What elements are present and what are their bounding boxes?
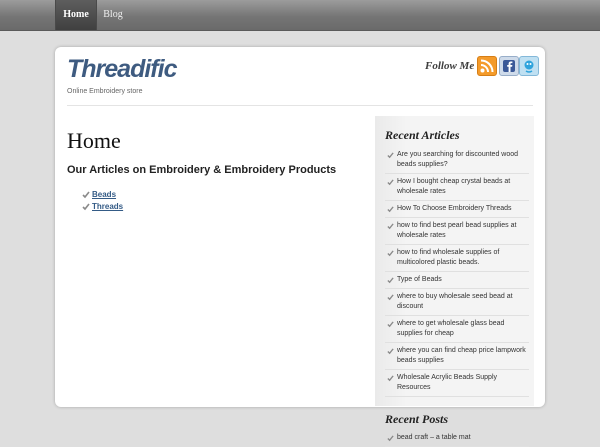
page-subtitle: Our Articles on Embroidery & Embroidery Products xyxy=(67,164,337,176)
article-link[interactable]: where to buy wholesale seed bead at discount xyxy=(397,293,513,310)
recent-articles-heading: Recent Articles xyxy=(385,128,460,142)
list-item[interactable] xyxy=(385,343,529,370)
checkmark-icon xyxy=(387,294,394,301)
list-item[interactable] xyxy=(385,218,529,245)
article-link[interactable]: Type of Beads xyxy=(397,276,442,283)
article-link[interactable]: How I bought cheap crystal beads at wholesale rates xyxy=(397,178,511,195)
follow-me-label: Follow Me xyxy=(425,60,475,72)
header-divider xyxy=(67,105,533,106)
sidebar xyxy=(375,116,534,441)
list-item xyxy=(82,201,123,213)
article-link[interactable]: how to find wholesale supplies of multicolored plastic beads. xyxy=(397,249,500,266)
list-item[interactable] xyxy=(385,174,529,201)
list-item[interactable] xyxy=(385,316,529,343)
twitter-icon[interactable] xyxy=(519,56,539,76)
site-tagline: Online Embroidery store xyxy=(67,88,143,95)
article-link[interactable]: Are you searching for discounted wood beads supplies? xyxy=(397,151,519,168)
page-title: Home xyxy=(67,128,121,153)
checkmark-icon xyxy=(387,321,394,328)
recent-posts-heading: Recent Posts xyxy=(385,412,448,426)
article-link[interactable]: how to find best pearl bead supplies at wholesale rates xyxy=(397,222,517,239)
nav-blog[interactable]: Blog xyxy=(103,9,123,20)
list-item[interactable] xyxy=(385,147,529,174)
checkmark-icon xyxy=(387,152,394,159)
rss-icon[interactable] xyxy=(477,56,497,76)
checkmark-icon xyxy=(82,203,90,211)
article-link[interactable]: How To Choose Embroidery Threads xyxy=(397,205,512,212)
checkmark-icon xyxy=(387,223,394,230)
checkmark-icon xyxy=(387,206,394,213)
site-logo[interactable]: Threadific xyxy=(67,55,177,83)
nav-home[interactable]: Home xyxy=(55,0,97,30)
list-item xyxy=(82,189,123,201)
link-threads[interactable]: Threads xyxy=(92,202,124,211)
recent-posts-list xyxy=(385,430,529,447)
list-item[interactable] xyxy=(385,272,529,289)
checkmark-icon xyxy=(387,375,394,382)
article-category-list xyxy=(82,189,123,213)
checkmark-icon xyxy=(387,179,394,186)
list-item[interactable] xyxy=(385,245,529,272)
recent-articles-list xyxy=(385,147,529,397)
list-item[interactable] xyxy=(385,370,529,397)
article-link[interactable]: where to get wholesale glass bead supplies for cheap xyxy=(397,320,505,337)
checkmark-icon xyxy=(387,277,394,284)
checkmark-icon xyxy=(387,250,394,257)
article-link[interactable]: where you can find cheap price lampwork beads supplies xyxy=(397,347,526,364)
checkmark-icon xyxy=(387,435,394,442)
checkmark-icon xyxy=(387,348,394,355)
list-item[interactable] xyxy=(385,201,529,218)
top-navigation xyxy=(0,0,600,31)
checkmark-icon xyxy=(82,191,90,199)
page-container xyxy=(55,47,545,441)
link-beads[interactable]: Beads xyxy=(92,190,117,199)
article-link[interactable]: Wholesale Acrylic Beads Supply Resources xyxy=(397,374,497,391)
facebook-icon[interactable] xyxy=(499,56,519,76)
post-link[interactable]: bead craft – a table mat xyxy=(397,434,471,441)
list-item[interactable] xyxy=(385,430,529,447)
list-item[interactable] xyxy=(385,289,529,316)
